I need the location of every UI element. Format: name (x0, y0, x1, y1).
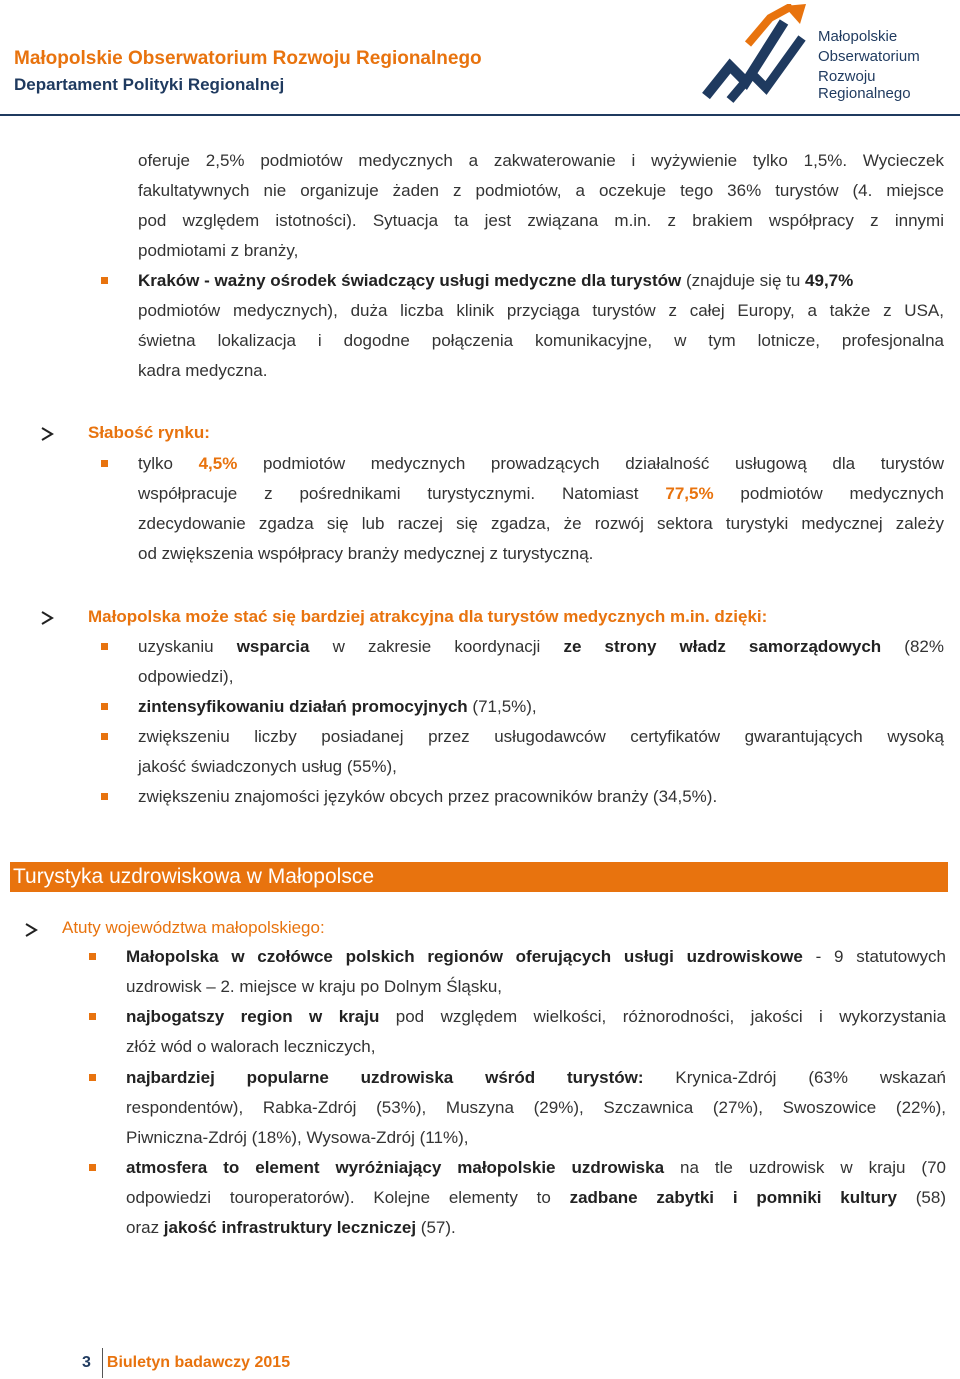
header-rule (0, 114, 960, 116)
weakness-line-1 (138, 449, 944, 479)
weakness-pct-1: 4,5% (198, 454, 238, 473)
attract-text: (82% (881, 637, 944, 656)
weakness-text: tylko (138, 454, 199, 473)
assets-text: (57). (416, 1218, 456, 1237)
bullet-icon (89, 953, 96, 960)
bullet-icon (101, 793, 108, 800)
assets-item-3 (126, 1063, 946, 1093)
attract-item-4: zwiększeniu znajomości języków obcych przez pracowników branży (34,5%). (138, 787, 718, 806)
logo-text-1: Małopolskie (818, 28, 898, 45)
assets-item-3-line-3: Piwniczna-Zdrój (18%), Wysowa-Zdrój (11%), (126, 1128, 469, 1147)
attract-item-3-line-2: jakość świadczonych usług (55%), (138, 757, 397, 776)
krakow-line-4: kadra medyczna. (138, 361, 268, 380)
krakow-text: (znajduje się tu (681, 271, 806, 290)
assets-bold: jakość infrastruktury leczniczej (163, 1218, 417, 1237)
assets-text: - 9 statutowych (802, 947, 946, 966)
logo (700, 4, 960, 110)
assets-item-2 (126, 1002, 946, 1032)
bullet-icon (101, 733, 108, 740)
attract-text: w zakresie koordynacji (309, 637, 564, 656)
header-title: Małopolskie Obserwatorium Rozwoju Regionalnego (14, 48, 482, 69)
assets-item-4 (126, 1153, 946, 1183)
assets-item-2-line-2: złóż wód o walorach leczniczych, (126, 1037, 376, 1056)
assets-text: oraz (126, 1218, 164, 1237)
assets-item-1-line-2: uzdrowisk – 2. miejsce w kraju po Dolnym Śląsku, (126, 977, 503, 996)
attract-bold: wsparcia (236, 637, 310, 656)
logo-text-2: Obserwatorium (818, 48, 920, 65)
assets-bold: Małopolska w czołówce polskich regionów oferujących usługi uzdrowiskowe (126, 947, 803, 966)
intro-line-2: fakultatywnych nie organizuje żaden z podmiotów, a oczekuje tego 36% turystów (4. miejsce (138, 181, 944, 200)
krakow-pct: 49,7% (805, 271, 854, 290)
assets-item-4-line-3 (126, 1213, 456, 1243)
footer-label: Biuletyn badawczy 2015 (106, 1354, 291, 1371)
attract-item-1 (138, 632, 944, 662)
weakness-heading: Słabość rynku: (88, 423, 210, 442)
assets-bold: najbardziej popularne uzdrowiska wśród turystów: (126, 1068, 644, 1087)
section-title: Turystyka uzdrowiskowa w Małopolsce (13, 865, 375, 888)
arrow-bullet-icon (40, 610, 54, 626)
bullet-icon (101, 460, 108, 467)
weakness-text: podmiotów medycznych (713, 484, 944, 503)
weakness-line-4: od zwiększenia współpracy branży medycznej z turystyczną. (138, 544, 594, 563)
page-number: 3 (82, 1354, 91, 1371)
krakow-line-2: podmiotów medycznych), duża liczba klinik przyciąga turystów z całej Europy, a także z USA, (138, 301, 944, 320)
bullet-icon (101, 277, 108, 284)
bullet-icon (89, 1164, 96, 1171)
attract-text: uzyskaniu (138, 637, 237, 656)
assets-item-4-line-2 (126, 1183, 946, 1213)
assets-text: Krynica-Zdrój (63% wskazań (643, 1068, 946, 1087)
bullet-icon (101, 643, 108, 650)
attract-bold: ze strony władz samorządowych (563, 637, 882, 656)
attract-bold: zintensyfikowaniu działań promocyjnych (138, 697, 468, 716)
assets-bold: zadbane zabytki i pomniki kultury (569, 1188, 897, 1207)
attract-item-2 (138, 692, 537, 722)
section-heading-bar (10, 862, 948, 892)
assets-text: pod względem wielkości, różnorodności, jakości i wykorzystania (379, 1007, 946, 1026)
header-subtitle: Departament Polityki Regionalnej (14, 75, 285, 94)
logo-text-3: Rozwoju Regionalnego (818, 68, 911, 102)
krakow-line-1 (138, 266, 944, 296)
attract-text: (71,5%), (467, 697, 537, 716)
logo-mark-icon (700, 4, 820, 110)
assets-bold: atmosfera to element wyróżniający małopolskie uzdrowiska (126, 1158, 665, 1177)
assets-item-3-line-2: respondentów), Rabka-Zdrój (53%), Muszyna (29%), Szczawnica (27%), Swoszowice (22%), (126, 1098, 946, 1117)
assets-bold: najbogatszy region w kraju (126, 1007, 380, 1026)
assets-text: na tle uzdrowisk w kraju (70 (664, 1158, 947, 1177)
intro-line-3: pod względem istotności). Sytuacja ta jest związana m.in. z brakiem współpracy z innymi (138, 211, 944, 230)
assets-item-1 (126, 942, 946, 972)
assets-text: (58) (896, 1188, 946, 1207)
weakness-text: podmiotów medycznych prowadzących działalność usługową dla turystów (237, 454, 945, 473)
krakow-line-3: świetna lokalizacja i dogodne połączenia komunikacyjne, w tym lotnicze, profesjonalna (138, 331, 944, 350)
arrow-bullet-icon (24, 922, 38, 938)
attract-item-1-line-2: odpowiedzi), (138, 667, 234, 686)
page-header (0, 0, 960, 118)
attract-item-3: zwiększeniu liczby posiadanej przez usługodawców certyfikatów gwarantujących wysoką (138, 727, 944, 746)
bullet-icon (89, 1074, 96, 1081)
bullet-icon (101, 703, 108, 710)
weakness-line-3: zdecydowanie zgadza się lub raczej się zgadza, że rozwój sektora turystyki medycznej zależy (138, 514, 944, 533)
attract-heading: Małopolska może stać się bardziej atrakcyjna dla turystów medycznych m.in. dzięki: (88, 607, 768, 626)
footer (82, 1354, 290, 1372)
assets-heading: Atuty województwa małopolskiego: (62, 918, 325, 937)
intro-line-4: podmiotami z branży, (138, 241, 299, 260)
arrow-bullet-icon (40, 426, 54, 442)
weakness-pct-2: 77,5% (665, 484, 714, 503)
bullet-icon (89, 1013, 96, 1020)
krakow-bold: Kraków - ważny ośrodek świadczący usługi medyczne dla turystów (138, 271, 682, 290)
assets-text: odpowiedzi touroperatorów). Kolejne elementy to (126, 1188, 570, 1207)
weakness-text: współpracuje z pośrednikami turystycznymi. Natomiast (138, 484, 666, 503)
weakness-line-2 (138, 479, 944, 509)
intro-line-1: oferuje 2,5% podmiotów medycznych a zakwaterowanie i wyżywienie tylko 1,5%. Wycieczek (138, 151, 944, 170)
